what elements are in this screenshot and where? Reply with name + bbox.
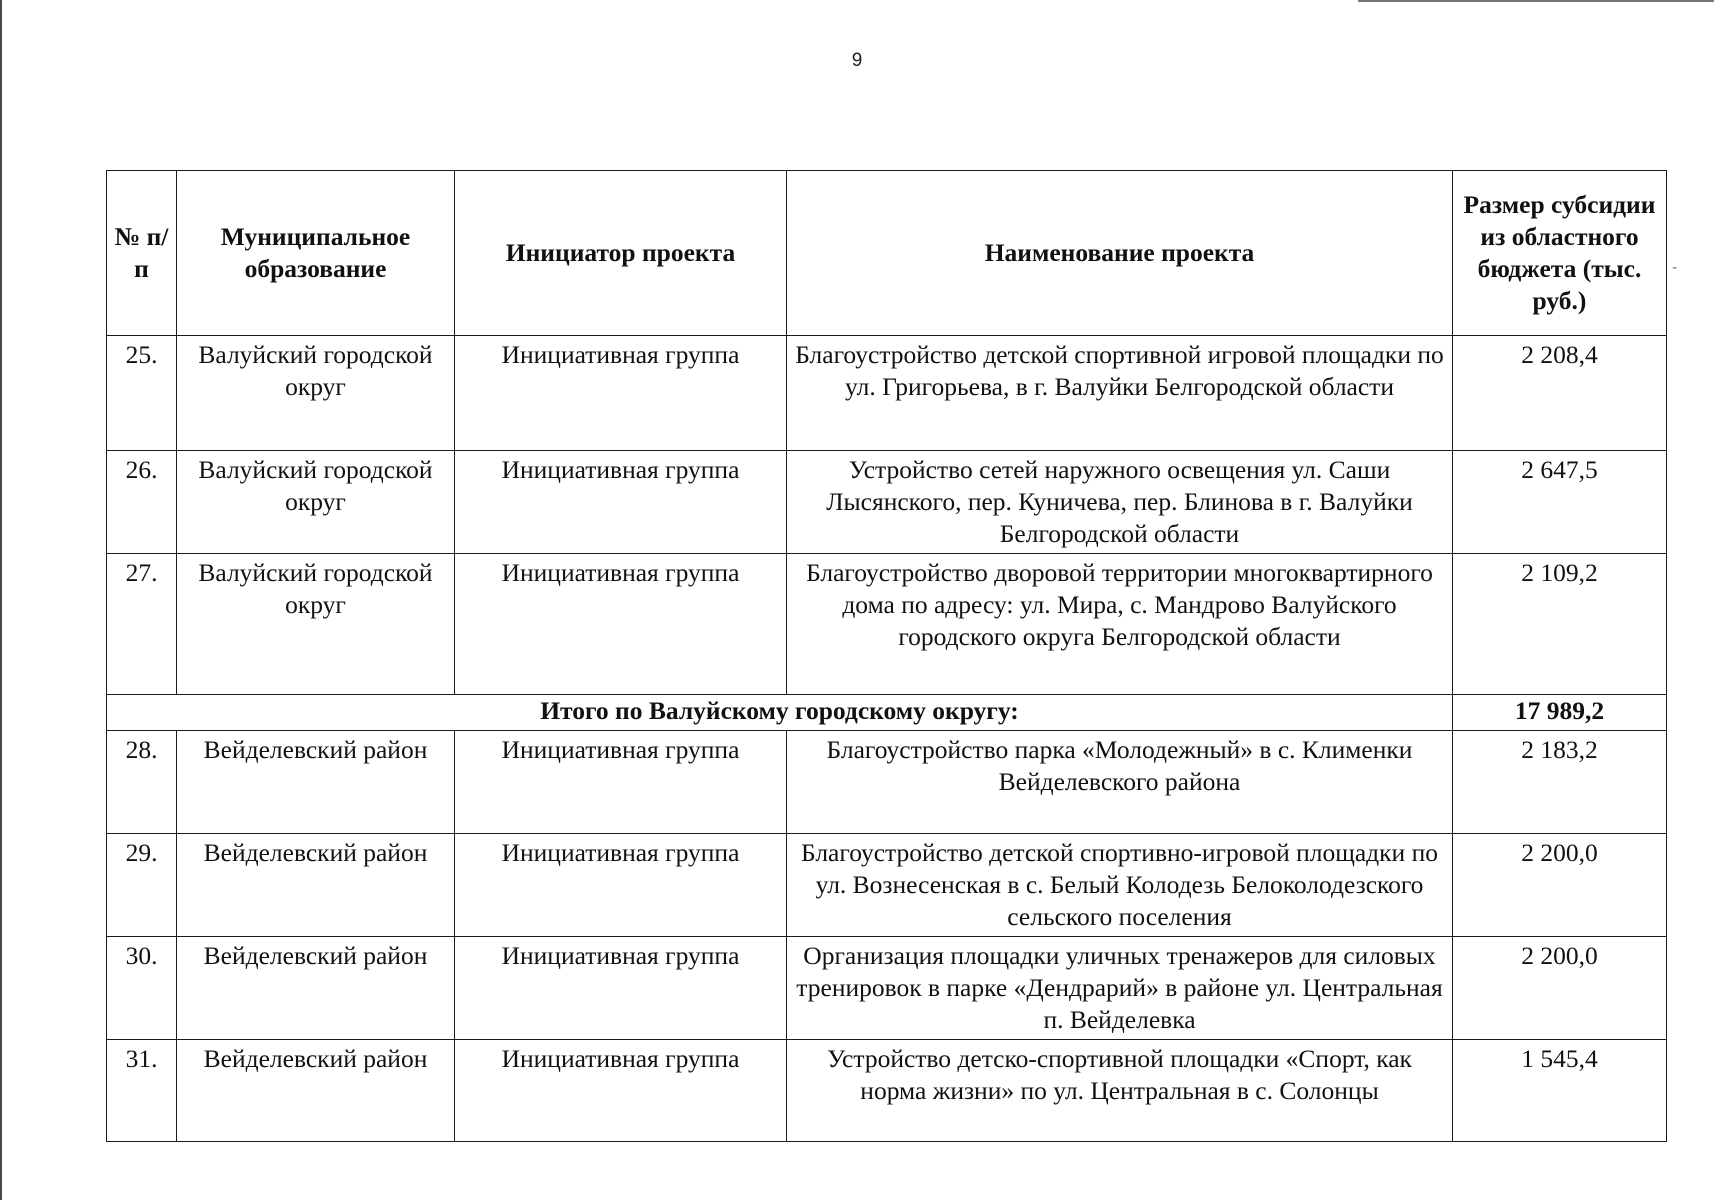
row-project: Организация площадки уличных тренажеров для силовых тренировок в парке «Дендрарий» в районе ул. Центральная п. Вейделевка [787,937,1453,1040]
table-row [107,554,1667,695]
subsidy-table [106,170,1667,1142]
page-number: 9 [851,50,863,71]
header-initiator: Инициатор проекта [455,171,787,336]
row-subsidy: 2 200,0 [1453,937,1667,1040]
row-initiator: Инициативная группа [455,554,787,695]
row-municipality: Вейделевский район [177,834,455,937]
row-number: 25. [107,336,177,451]
row-number: 31. [107,1040,177,1142]
row-subsidy: 2 183,2 [1453,731,1667,834]
total-label: Итого по Валуйскому городскому округу: [107,695,1453,731]
total-row [107,695,1667,731]
total-value: 17 989,2 [1453,695,1667,731]
row-subsidy: 1 545,4 [1453,1040,1667,1142]
row-subsidy: 2 647,5 [1453,451,1667,554]
row-initiator: Инициативная группа [455,834,787,937]
row-subsidy: 2 208,4 [1453,336,1667,451]
row-municipality: Вейделевский район [177,937,455,1040]
scan-speck: - [1672,259,1678,276]
row-number: 30. [107,937,177,1040]
row-initiator: Инициативная группа [455,1040,787,1142]
table-row [107,731,1667,834]
row-subsidy: 2 109,2 [1453,554,1667,695]
row-project: Устройство детско-спортивной площадки «Спорт, как норма жизни» по ул. Центральная в с. Солонцы [787,1040,1453,1142]
header-row [107,171,1667,336]
row-initiator: Инициативная группа [455,731,787,834]
row-initiator: Инициативная группа [455,336,787,451]
row-project: Благоустройство детской спортивной игровой площадки по ул. Григорьева, в г. Валуйки Белгородской области [787,336,1453,451]
row-number: 27. [107,554,177,695]
row-project: Благоустройство парка «Молодежный» в с. Клименки Вейделевского района [787,731,1453,834]
table-row [107,937,1667,1040]
row-number: 29. [107,834,177,937]
row-initiator: Инициативная группа [455,451,787,554]
row-municipality: Валуйский городской округ [177,336,455,451]
row-municipality: Валуйский городской округ [177,554,455,695]
row-number: 28. [107,731,177,834]
header-municipality: Муниципальное образование [177,171,455,336]
row-municipality: Валуйский городской округ [177,451,455,554]
page-edge-left [0,0,2,1200]
row-project: Благоустройство детской спортивно-игровой площадки по ул. Вознесенская в с. Белый Колодезь Белоколодезского сельского поселения [787,834,1453,937]
row-municipality: Вейделевский район [177,1040,455,1142]
table-row [107,451,1667,554]
row-project: Благоустройство дворовой территории многоквартирного дома по адресу: ул. Мира, с. Мандрово Валуйского городского округа Белгородской области [787,554,1453,695]
row-subsidy: 2 200,0 [1453,834,1667,937]
row-municipality: Вейделевский район [177,731,455,834]
header-project: Наименование проекта [787,171,1453,336]
table-row [107,834,1667,937]
table-row [107,336,1667,451]
row-number: 26. [107,451,177,554]
row-initiator: Инициативная группа [455,937,787,1040]
header-subsidy: Размер субсидии из областного бюджета (тыс. руб.) [1453,171,1667,336]
row-project: Устройство сетей наружного освещения ул. Саши Лысянского, пер. Куничева, пер. Блинова в г. Валуйки Белгородской области [787,451,1453,554]
table-row [107,1040,1667,1142]
page-edge-top [1358,0,1714,2]
header-num: № п/п [107,171,177,336]
